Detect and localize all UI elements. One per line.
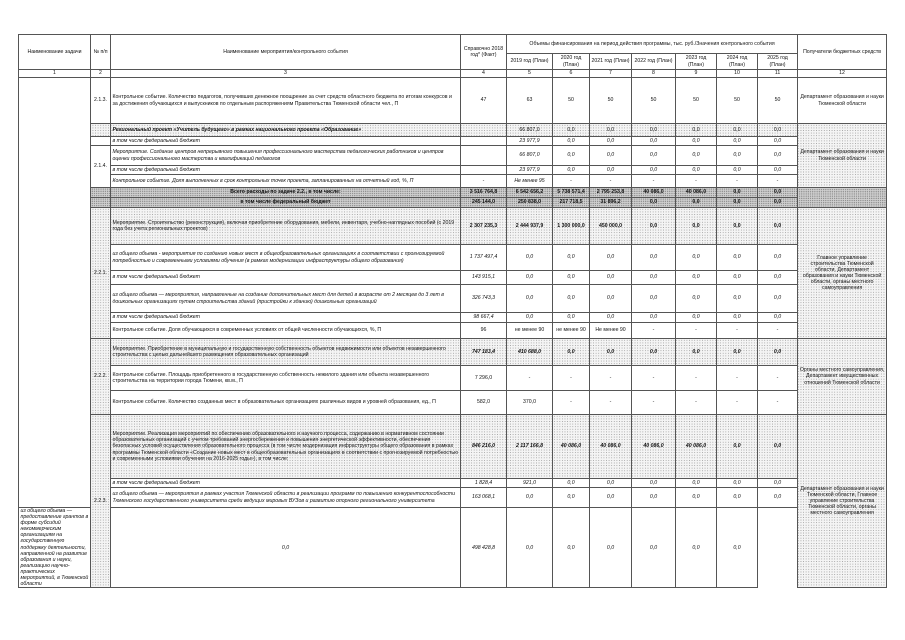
value-cell: 2 444 937,9	[507, 208, 553, 245]
column-number: 8	[632, 70, 676, 78]
row-number: 2.1.3.	[91, 78, 111, 124]
value-cell: не менее 90	[553, 323, 590, 339]
value-cell	[461, 124, 507, 137]
table-row	[19, 137, 887, 146]
recipient-cell: Органы местного самоуправления, Департамент имущественных отношений Тюменской области	[798, 339, 887, 415]
column-number: 10	[717, 70, 758, 78]
column-number: 2	[91, 70, 111, 78]
row-text: в том числе федеральный бюджет	[111, 479, 461, 488]
value-cell: 0,0	[553, 137, 590, 146]
value-cell: 0,0	[553, 245, 590, 271]
value-cell: 0,0	[553, 166, 590, 175]
value-cell: 50	[676, 78, 717, 124]
value-cell: 0,0	[676, 508, 717, 588]
value-cell: 410 688,0	[507, 339, 553, 366]
header-year: 2021 год (План)	[590, 54, 632, 70]
header-year: 2019 год (План)	[507, 54, 553, 70]
value-cell: -	[758, 323, 798, 339]
value-cell: 846 216,0	[461, 415, 507, 479]
value-cell: 0,0	[632, 208, 676, 245]
value-cell: 0,0	[632, 166, 676, 175]
value-cell: 217 718,5	[553, 198, 590, 208]
value-cell: 143 915,1	[461, 271, 507, 285]
row-text: из общего объема - мероприятия по созданию новых мест в общеобразовательных организациях в соответствии с прогнозируемой потребностью и современными условиями обучения (в рамках модернизации инфраструктуры общего образования)	[111, 245, 461, 271]
column-number: 9	[676, 70, 717, 78]
value-cell: -	[553, 366, 590, 391]
value-cell: 0,0	[758, 124, 798, 137]
value-cell: 0,0	[676, 271, 717, 285]
value-cell: 50	[717, 78, 758, 124]
value-cell: 0,0	[553, 285, 590, 313]
row-number: 2.1.4.	[91, 146, 111, 188]
value-cell: 0,0	[758, 479, 798, 488]
value-cell: 98 667,4	[461, 313, 507, 323]
row-text: Контрольное событие. Площадь приобретенного в государственную собственность нежилого здания или объекта незавершенного строительства на территории города Тюмени, кв.м., П	[111, 366, 461, 391]
value-cell: 47	[461, 78, 507, 124]
value-cell: -	[717, 391, 758, 415]
column-number: 7	[590, 70, 632, 78]
value-cell: 63	[507, 78, 553, 124]
column-number: 12	[798, 70, 887, 78]
value-cell: 0,0	[590, 285, 632, 313]
value-cell: 3 516 764,8	[461, 188, 507, 198]
value-cell: 0,0	[676, 124, 717, 137]
value-cell: 0,0	[507, 313, 553, 323]
table-row	[19, 323, 887, 339]
value-cell: 0,0	[758, 137, 798, 146]
table-row	[19, 366, 887, 391]
value-cell: 40 086,0	[590, 415, 632, 479]
header-number: № п/п	[91, 35, 111, 70]
value-cell: 1 828,4	[461, 479, 507, 488]
value-cell: Не менее 95	[507, 175, 553, 188]
row-text: Контрольное событие. Доля выполненных в срок контрольных точек проекта, запланированных на отчетный год, %, П	[111, 175, 461, 188]
value-cell: 1 737 497,4	[461, 245, 507, 271]
value-cell: 50	[553, 78, 590, 124]
value-cell: -	[553, 175, 590, 188]
row-text: в том числе федеральный бюджет	[111, 313, 461, 323]
row-number	[91, 198, 111, 208]
value-cell: -	[553, 391, 590, 415]
header-row-1	[19, 35, 887, 54]
value-cell: 0,0	[758, 198, 798, 208]
value-cell: -	[632, 323, 676, 339]
value-cell: 163 068,1	[461, 488, 507, 508]
table-row	[19, 245, 887, 271]
table-row	[19, 124, 887, 137]
value-cell: -	[461, 175, 507, 188]
value-cell: 0,0	[507, 285, 553, 313]
value-cell: 0,0	[632, 339, 676, 366]
value-cell: 50	[632, 78, 676, 124]
value-cell: Не менее 90	[590, 323, 632, 339]
value-cell: 582,0	[461, 391, 507, 415]
value-cell: 0,0	[553, 271, 590, 285]
value-cell: -	[676, 391, 717, 415]
value-cell: 0,0	[676, 198, 717, 208]
value-cell: 0,0	[676, 285, 717, 313]
row-text: Мероприятие. Строительство (реконструкция), включая приобретение оборудования, мебели, инвентаря, учебно-наглядных пособий (с 2019 года без учета региональных проектов)	[111, 208, 461, 245]
value-cell: 2 307 235,3	[461, 208, 507, 245]
value-cell: 7 296,0	[461, 366, 507, 391]
value-cell: 0,0	[758, 245, 798, 271]
value-cell: -	[590, 366, 632, 391]
value-cell: 0,0	[590, 124, 632, 137]
value-cell: 747 183,4	[461, 339, 507, 366]
value-cell: 921,0	[507, 479, 553, 488]
value-cell: 0,0	[676, 245, 717, 271]
value-cell: 0,0	[758, 271, 798, 285]
table-row	[19, 285, 887, 313]
value-cell: 0,0	[590, 479, 632, 488]
value-cell: 0,0	[676, 208, 717, 245]
value-cell: 0,0	[717, 313, 758, 323]
value-cell: 6 542 656,2	[507, 188, 553, 198]
header-year: 2022 год (План)	[632, 54, 676, 70]
value-cell: 0,0	[553, 508, 590, 588]
row-text: Контрольное событие. Количество созданных мест в образовательных организациях различных видов и уровней образования, ед., П	[111, 391, 461, 415]
value-cell: -	[676, 175, 717, 188]
value-cell: 23 977,9	[507, 137, 553, 146]
value-cell: 0,0	[676, 146, 717, 166]
column-numbers-row	[19, 70, 887, 78]
value-cell: 0,0	[632, 508, 676, 588]
row-number	[91, 124, 111, 137]
recipient-cell: Департамент образования и науки Тюменской области	[798, 124, 887, 188]
value-cell: 0,0	[717, 198, 758, 208]
value-cell: -	[717, 175, 758, 188]
value-cell: -	[507, 366, 553, 391]
value-cell: 0,0	[717, 208, 758, 245]
value-cell: 0,0	[717, 488, 758, 508]
value-cell: 250 838,0	[507, 198, 553, 208]
value-cell: 0,0	[717, 285, 758, 313]
value-cell: 0,0	[758, 415, 798, 479]
value-cell: 2 795 253,8	[590, 188, 632, 198]
value-cell: 0,0	[758, 313, 798, 323]
recipient-cell: Главное управление строительства Тюменской области, Департамент образования и науки Тюменской области, органы местного самоуправления	[798, 208, 887, 339]
value-cell: 0,0	[676, 166, 717, 175]
column-number: 1	[19, 70, 91, 78]
value-cell: 40 086,0	[676, 188, 717, 198]
row-text: Мероприятие. Реализация мероприятий по обеспечению образовательного и научного процесса, содержанию в нормативном состоянии образовательных организаций с учетом требований энергосбережения и повышения энергетической эффективности, обеспечения безопасных условий осуществления образовательного процесса (в том числе модернизация инфраструктуры общего образования в рамках программы Тюменской области «Создание новых мест в общеобразовательных организациях в соответствии с прогнозируемой потребностью и современными условиями обучения на 2016-2025 годы»), в том числе:	[111, 415, 461, 479]
row-text: в том числе федеральный бюджет	[111, 137, 461, 146]
value-cell: 0,0	[553, 479, 590, 488]
value-cell: 0,0	[632, 271, 676, 285]
value-cell: 0,0	[632, 285, 676, 313]
table-row	[19, 146, 887, 166]
value-cell: 0,0	[717, 479, 758, 488]
value-cell: 0,0	[717, 124, 758, 137]
value-cell: 40 086,0	[676, 415, 717, 479]
table-row	[19, 271, 887, 285]
value-cell: -	[590, 175, 632, 188]
row-text: из общего объема — мероприятия, направленные на создание дополнительных мест для детей в возрасте от 2 месяцев до 3 лет в дошкольных организациях путем строительства зданий (пристройки к зданию) дошкольных организаций	[111, 285, 461, 313]
value-cell: 0,0	[717, 146, 758, 166]
value-cell: 0,0	[632, 488, 676, 508]
value-cell: -	[676, 366, 717, 391]
value-cell: 0,0	[507, 508, 553, 588]
value-cell: 0,0	[553, 488, 590, 508]
table-row	[19, 415, 887, 479]
value-cell: -	[758, 175, 798, 188]
value-cell: 0,0	[590, 313, 632, 323]
row-text: Мероприятие. Приобретение в муниципальную и государственную собственность объектов недвижимости или объектов незавершенного строительства с целью дальнейшего размещения образовательных организаций	[111, 339, 461, 366]
column-number: 5	[507, 70, 553, 78]
value-cell: 5 738 571,4	[553, 188, 590, 198]
column-number: 6	[553, 70, 590, 78]
row-text: Всего расходы по задаче 2.2., в том числе:	[111, 188, 461, 198]
value-cell: 23 977,9	[507, 166, 553, 175]
value-cell: 0,0	[758, 488, 798, 508]
header-recipients: Получатели бюджетных средств	[798, 35, 887, 70]
row-number: 2.2.3.	[91, 415, 111, 588]
recipient-cell	[798, 188, 887, 208]
table-row	[19, 488, 887, 508]
value-cell: 0,0	[111, 508, 461, 588]
value-cell: 0,0	[553, 124, 590, 137]
value-cell: 0,0	[758, 188, 798, 198]
value-cell: 0,0	[632, 479, 676, 488]
row-number	[91, 137, 111, 146]
header-year: 2025 год (План)	[758, 54, 798, 70]
value-cell: 2 117 166,8	[507, 415, 553, 479]
value-cell: -	[717, 323, 758, 339]
value-cell: 0,0	[590, 508, 632, 588]
value-cell: 0,0	[717, 415, 758, 479]
value-cell: 0,0	[590, 146, 632, 166]
row-text: Мероприятие. Создание центров непрерывного повышения профессионального мастерства педагогических работников и центров оценки профессионального мастерства и квалификаций педагогов	[111, 146, 461, 166]
table-row	[19, 166, 887, 175]
value-cell: 0,0	[632, 245, 676, 271]
value-cell: 0,0	[507, 245, 553, 271]
table-row	[19, 208, 887, 245]
table-row	[19, 339, 887, 366]
value-cell: не менее 90	[507, 323, 553, 339]
value-cell: 0,0	[676, 339, 717, 366]
value-cell: -	[717, 366, 758, 391]
value-cell: 0,0	[717, 137, 758, 146]
column-number: 3	[111, 70, 461, 78]
value-cell: 50	[758, 78, 798, 124]
column-number: 11	[758, 70, 798, 78]
value-cell: 0,0	[590, 271, 632, 285]
header-year: 2023 год (План)	[676, 54, 717, 70]
column-number: 4	[461, 70, 507, 78]
value-cell: 0,0	[758, 166, 798, 175]
value-cell: 0,0	[507, 488, 553, 508]
value-cell: 0,0	[717, 271, 758, 285]
value-cell: 0,0	[590, 245, 632, 271]
value-cell: 0,0	[632, 124, 676, 137]
value-cell: 245 144,0	[461, 198, 507, 208]
row-text: из общего объема — предоставление грантов в форме субсидий некоммерческим организациям на государственную поддержку деятельности, направленной на развитие образования и науки, реализацию научно-практических мероприятий, в Тюменской области	[19, 508, 91, 588]
table-row	[19, 313, 887, 323]
row-text: Региональный проект «Учитель будущего» в рамках национального проекта «Образование»	[111, 124, 461, 137]
value-cell: 0,0	[717, 188, 758, 198]
value-cell	[461, 137, 507, 146]
row-text: Контрольное событие. Доля обучающихся в современных условиях от общей численности обучающихся, %, П	[111, 323, 461, 339]
header-event-name: Наименование мероприятия/контрольного события	[111, 35, 461, 70]
value-cell: 0,0	[758, 208, 798, 245]
row-number: 2.2.1.	[91, 208, 111, 339]
value-cell: 31 896,2	[590, 198, 632, 208]
value-cell: 0,0	[590, 488, 632, 508]
recipient-cell: Департамент образования и науки Тюменской области, Главное управление строительства Тюменской области, органы местного самоуправления	[798, 415, 887, 588]
value-cell: 0,0	[758, 285, 798, 313]
value-cell: 40 086,0	[632, 415, 676, 479]
row-text: в том числе федеральный бюджет	[111, 271, 461, 285]
value-cell: 498 428,8	[461, 508, 507, 588]
value-cell: 0,0	[676, 313, 717, 323]
value-cell: 40 086,0	[632, 188, 676, 198]
row-number: 2.2.2.	[91, 339, 111, 415]
value-cell: 0,0	[507, 271, 553, 285]
row-text: в том числе федеральный бюджет	[111, 198, 461, 208]
value-cell: -	[632, 366, 676, 391]
value-cell: 0,0	[717, 508, 758, 588]
value-cell: 0,0	[590, 166, 632, 175]
table-row	[19, 391, 887, 415]
value-cell: 0,0	[632, 146, 676, 166]
value-cell: 0,0	[717, 166, 758, 175]
value-cell	[461, 166, 507, 175]
value-cell: 0,0	[676, 137, 717, 146]
table-row	[19, 78, 887, 124]
row-number	[91, 188, 111, 198]
row-text: в том числе федеральный бюджет	[111, 166, 461, 175]
header-year: 2024 год (План)	[717, 54, 758, 70]
value-cell: -	[676, 323, 717, 339]
value-cell: 0,0	[553, 339, 590, 366]
value-cell: 40 086,0	[553, 415, 590, 479]
value-cell: 0,0	[553, 146, 590, 166]
row-text: Контрольное событие. Количество педагогов, получивших денежное поощрение за счет средств областного бюджета по итогам конкурсов и за достижения обучающихся и выпускников по отдельным распоряжениям Правительства Тюменской области чел., П	[111, 78, 461, 124]
value-cell: 0,0	[632, 313, 676, 323]
table-row	[19, 175, 887, 188]
value-cell: 66 807,0	[507, 146, 553, 166]
value-cell: 66 807,0	[507, 124, 553, 137]
value-cell: 0,0	[590, 137, 632, 146]
value-cell: 326 743,3	[461, 285, 507, 313]
value-cell: 0,0	[632, 137, 676, 146]
recipient-cell: Департамент образования и науки Тюменской области	[798, 78, 887, 124]
value-cell: 50	[590, 78, 632, 124]
value-cell: 0,0	[717, 245, 758, 271]
header-year: 2020 год (План)	[553, 54, 590, 70]
program-table	[18, 34, 887, 588]
table-row-total	[19, 188, 887, 198]
value-cell: 0,0	[758, 339, 798, 366]
value-cell: 1 300 000,0	[553, 208, 590, 245]
value-cell: 0,0	[632, 198, 676, 208]
value-cell: -	[758, 391, 798, 415]
value-cell	[461, 146, 507, 166]
value-cell: -	[590, 391, 632, 415]
value-cell: -	[758, 366, 798, 391]
value-cell: 0,0	[676, 479, 717, 488]
value-cell: -	[632, 391, 676, 415]
value-cell: 0,0	[717, 339, 758, 366]
value-cell: 0,0	[676, 488, 717, 508]
value-cell: 370,0	[507, 391, 553, 415]
value-cell: -	[632, 175, 676, 188]
value-cell: 450 000,0	[590, 208, 632, 245]
header-fact-2018: Справочно 2018 год* (Факт)	[461, 35, 507, 70]
header-financing: Объемы финансирования на период действия программы, тыс. руб./Значения контрольного события	[507, 35, 798, 54]
value-cell: 0,0	[553, 313, 590, 323]
value-cell: 96	[461, 323, 507, 339]
table-row	[19, 479, 887, 488]
row-text: из общего объема — мероприятия в рамках участия Тюменской области в реализации программ по повышению конкурентоспособности Тюменского государственного университета среди ведущих мировых ВУЗов и развитию опорного регионального университета	[111, 488, 461, 508]
value-cell: 0,0	[590, 339, 632, 366]
value-cell: 0,0	[758, 146, 798, 166]
task-cell	[19, 78, 91, 508]
table-row	[19, 508, 887, 588]
header-task: Наименование задачи	[19, 35, 91, 70]
table-row-total	[19, 198, 887, 208]
